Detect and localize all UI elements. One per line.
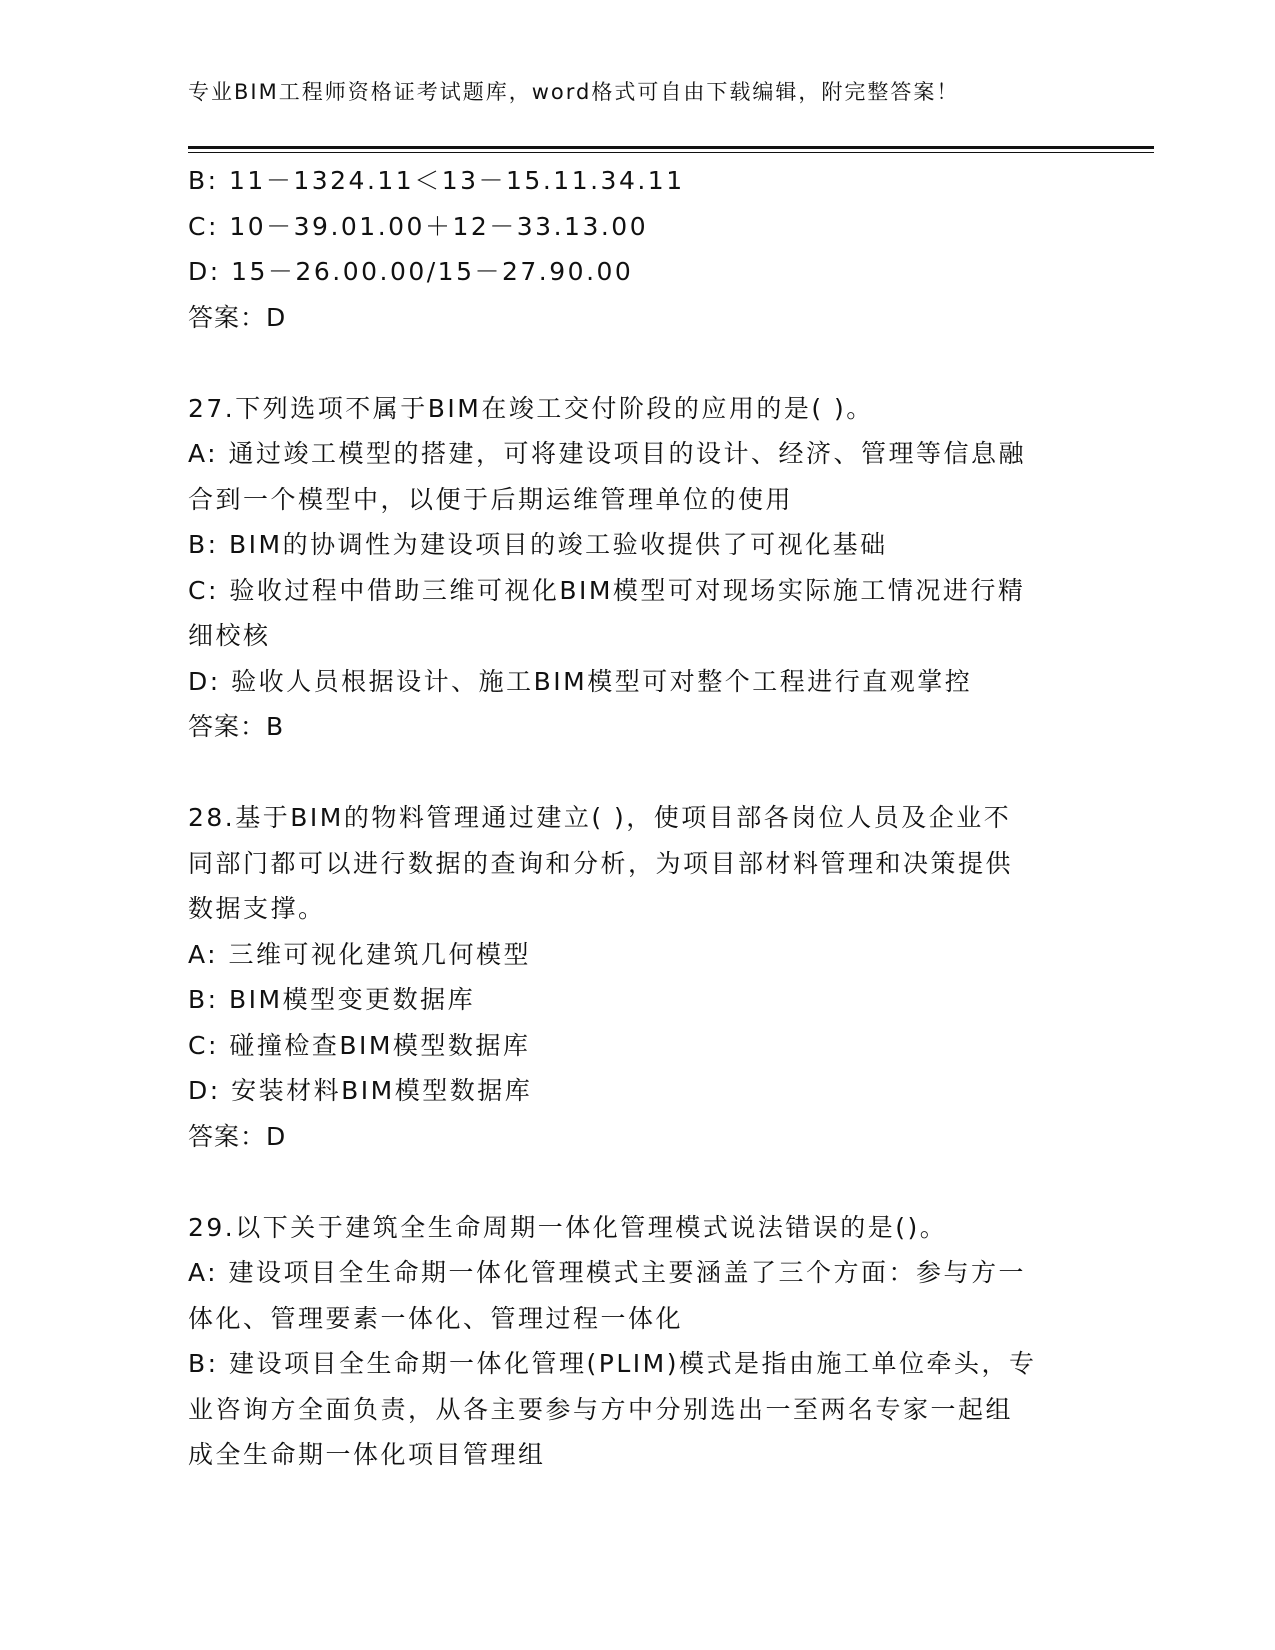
header-rule-thin [188, 152, 1154, 153]
question-27 [188, 386, 1088, 750]
option-line: A: 建设项目全生命期一体化管理模式主要涵盖了三个方面：参与方一 [188, 1258, 1027, 1287]
option-line: B: 建设项目全生命期一体化管理(PLIM)模式是指由施工单位牵头，专 [188, 1349, 1037, 1378]
option-line: D: 安装材料BIM模型数据库 [188, 1076, 533, 1105]
spacer [188, 1159, 1088, 1205]
question-28 [188, 795, 1088, 1159]
continuation-block [188, 158, 1088, 340]
question-29 [188, 1205, 1088, 1478]
option-line: 细校核 [188, 621, 271, 650]
spacer [188, 340, 1088, 386]
page-header: 专业BIM工程师资格证考试题库，word格式可自由下载编辑，附完整答案！ [188, 80, 960, 104]
question-stem: 28.基于BIM的物料管理通过建立( )，使项目部各岗位人员及企业不 [188, 803, 1012, 832]
option-line: C: 碰撞检查BIM模型数据库 [188, 1030, 531, 1060]
option-line: A: 通过竣工模型的搭建，可将建设项目的设计、经济、管理等信息融 [188, 439, 1027, 468]
answer-line: 答案：B [188, 712, 285, 741]
question-stem: 数据支撑。 [188, 894, 326, 923]
option-line: 业咨询方全面负责，从各主要参与方中分别选出一至两名专家一起组 [188, 1394, 1014, 1424]
option-line: D: 15－26.00.00/15－27.90.00 [188, 257, 634, 286]
header-rule-thick [188, 146, 1154, 149]
option-line: 体化、管理要素一体化、管理过程一体化 [188, 1303, 684, 1333]
option-line: 合到一个模型中，以便于后期运维管理单位的使用 [188, 484, 794, 514]
option-line: B: BIM模型变更数据库 [188, 985, 476, 1014]
answer-line: 答案：D [188, 302, 287, 332]
question-stem: 27.下列选项不属于BIM在竣工交付阶段的应用的是( )。 [188, 393, 874, 423]
option-line: C: 验收过程中借助三维可视化BIM模型可对现场实际施工情况进行精 [188, 575, 1026, 605]
question-stem: 同部门都可以进行数据的查询和分析，为项目部材料管理和决策提供 [188, 848, 1014, 878]
option-line: D: 验收人员根据设计、施工BIM模型可对整个工程进行直观掌控 [188, 666, 973, 696]
answer-line: 答案：D [188, 1121, 287, 1151]
question-content [188, 158, 1088, 1478]
question-stem: 29.以下关于建筑全生命周期一体化管理模式说法错误的是()。 [188, 1212, 948, 1242]
option-line: B: 11－1324.11＜13－15.11.34.11 [188, 166, 685, 195]
option-line: B: BIM的协调性为建设项目的竣工验收提供了可视化基础 [188, 530, 888, 559]
spacer [188, 750, 1088, 796]
option-line: 成全生命期一体化项目管理组 [188, 1440, 546, 1469]
option-line: C: 10－39.01.00＋12－33.13.00 [188, 211, 649, 241]
option-line: A: 三维可视化建筑几何模型 [188, 939, 532, 969]
